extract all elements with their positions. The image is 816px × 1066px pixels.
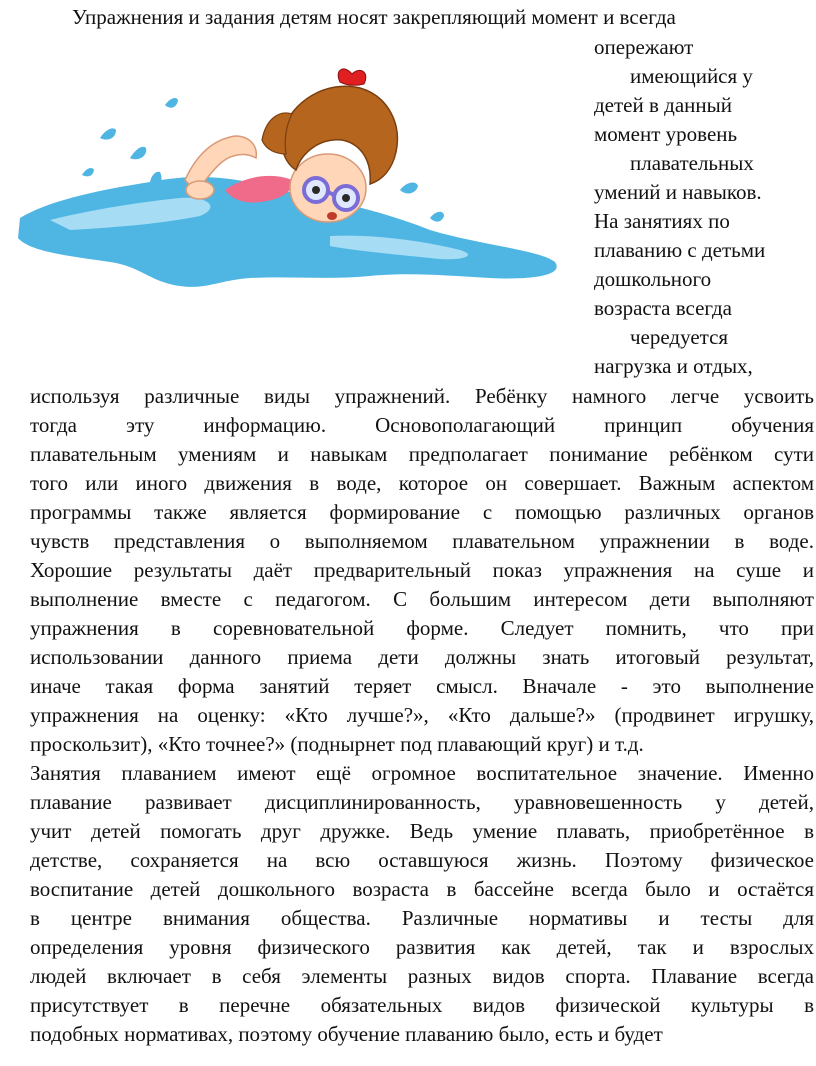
water-puddle [18,177,557,287]
body-line: людей включает в себя элементы разных видов спорта. Плавание всегда [30,964,814,988]
side-line: чередуется [630,325,729,349]
body-line: упражнения в соревновательной форме. Следует помнить, что при [30,616,814,640]
body-line: иначе такая форма занятий теряет смысл. Вначале - это выполнение [30,674,814,698]
goggle-strap [328,192,334,195]
body-line: использовании данного приема дети должны знать итоговый результат, [30,645,814,669]
body-line: чувств представления о выполняемом плавательном упражнении в воде. [30,529,814,553]
body-line: Занятия плаванием имеют ещё огромное воспитательное значение. Именно [30,761,814,785]
side-line: имеющийся у [630,64,753,88]
heading-line: Упражнения и задания детям носят закрепляющий момент и всегда [72,5,676,29]
body-line: упражнения на оценку: «Кто лучше?», «Кто дальше?» (продвинет игрушку, [30,703,814,727]
body-line: в центре внимания общества. Различные нормативы и тесты для [30,906,814,930]
body-line: плавание развивает дисциплинированность, уравновешенность у детей, [30,790,814,814]
side-line: нагрузка и отдых, [594,354,753,378]
side-line: умений и навыков. [594,180,762,204]
body-line: используя различные виды упражнений. Ребёнку намного легче усвоить [30,384,814,408]
body-line: детстве, сохраняется на всю оставшуюся жизнь. Поэтому физическое [30,848,814,872]
body-line: Хорошие результаты даёт предварительный показ упражнения на суше и [30,558,814,582]
body-line: определения уровня физического развития как детей, так и взрослых [30,935,814,959]
side-line: возраста всегда [594,296,732,320]
side-line: опережают [594,35,694,59]
mouth [327,212,337,220]
side-line: момент уровень [594,122,738,146]
side-line: дошкольного [594,267,712,291]
body-line: подобных нормативах, поэтому обучение плаванию было, есть и будет [30,1022,663,1046]
body-line: присутствует в перечне обязательных видов физической культуры в [30,993,814,1017]
bow [338,69,366,85]
body-line: проскользит), «Кто точнее?» (поднырнет под плавающий круг) и т.д. [30,732,644,756]
hand [186,181,214,199]
side-line: детей в данный [594,93,732,117]
side-line: На занятиях по [594,209,730,233]
body-line: выполнение вместе с педагогом. С большим интересом дети выполняют [30,587,814,611]
body-line: плавательным умениям и навыкам предполагает понимание ребёнком сути [30,442,814,466]
swimming-girl-illustration [10,40,575,335]
side-line: плавательных [630,151,754,175]
body-line: того или иного движения в воде, которое он совершает. Важным аспектом [30,471,814,495]
body-line: тогда эту информацию. Основополагающий принцип обучения [30,413,814,437]
body-line: программы также является формирование с помощью различных органов [30,500,814,524]
body-line: воспитание детей дошкольного возраста в бассейне всегда было и остаётся [30,877,814,901]
body-line: учит детей помогать друг дружке. Ведь умение плавать, приобретённое в [30,819,814,843]
side-line: плаванию с детьми [594,238,766,262]
